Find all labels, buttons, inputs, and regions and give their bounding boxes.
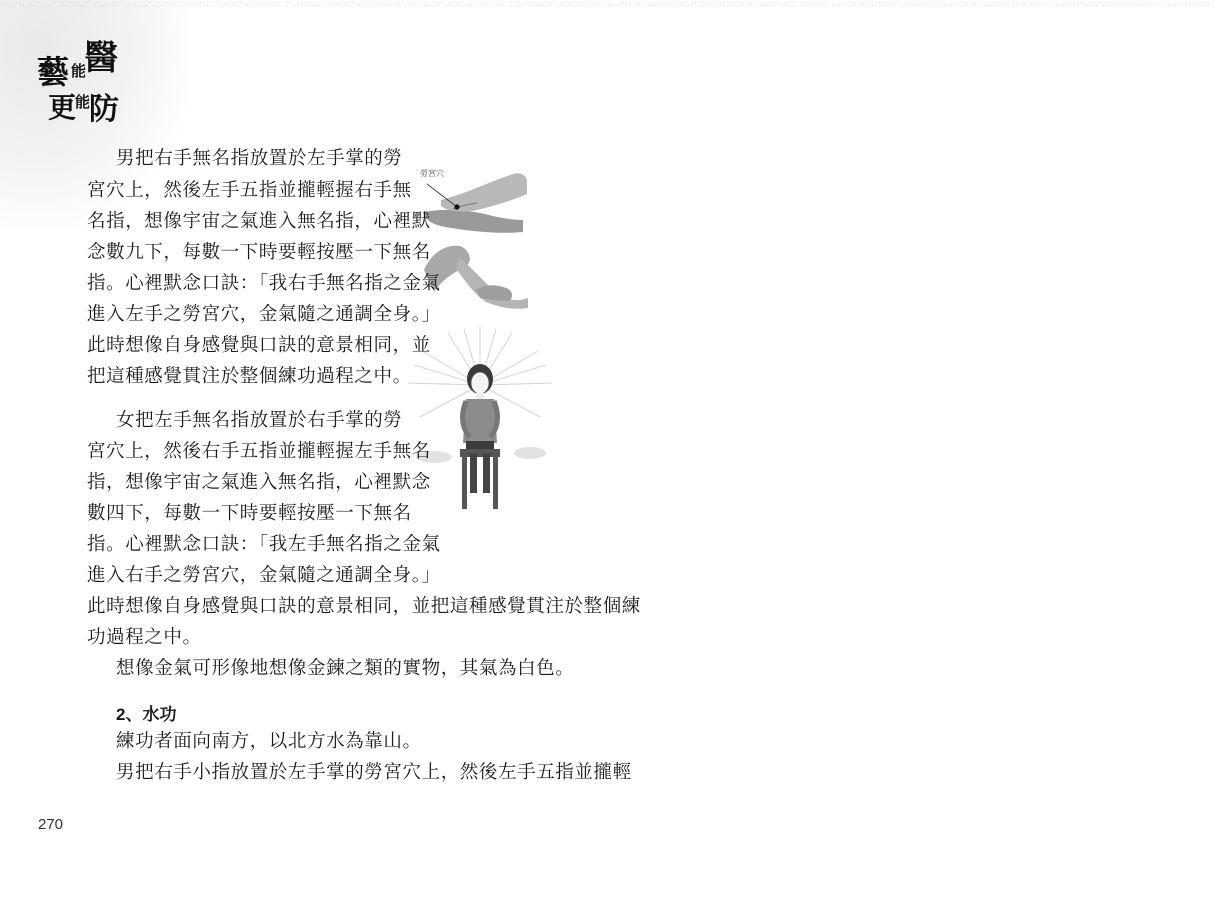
page-number: 270 (38, 816, 64, 833)
text-line: 進入右手之勞宮穴，金氣隨之通調全身。」 (87, 565, 441, 586)
text-line: 男把右手無名指放置於左手掌的勞 (116, 148, 403, 169)
paragraph-3: 想像金氣可形像地想像金鍊之類的實物，其氣為白色。 (116, 658, 575, 679)
acupoint-label: 勞宮穴 (420, 169, 444, 178)
text-line: 進入左手之勞宮穴，金氣隨之通調全身。」 (87, 304, 441, 325)
corner-text-texture: ::.:'::.::'.:.::.::'::.:'.::.:.::'::.:.::'.:.::'::.:.::'::.:'::.::'.:.::.::'::.:'.::.:.::'::.:.::'.:.::'::.:.::'::.:'::.::'.:.::.::'::.:'.::.:.::'::.:.::'.:.::'::.:.::'::.:'::.::'.:.::.::'::.:'.::.:.::'::.:.::'.:.::'::.:.::'::.:'::.::'.:.::.::'::.:'.::.:.::'::.:.::'.:.::'::.:.::'::.:'::.::'.:.::.::'::.:'.::.:.::'::.:.::'.:.::'::.:.::' (0, 1, 1214, 8)
logo-char: 醫 (84, 38, 118, 78)
text-line: 把這種感覺貫注於整個練功過程之中。 (87, 366, 412, 387)
section-text-line: 男把右手小指放置於左手掌的勞宮穴上，然後左手五指並攏輕 (116, 762, 632, 783)
section-heading: 2、水功 (116, 705, 177, 724)
text-line: 數四下，每數一下時要輕按壓一下無名 (87, 503, 412, 524)
logo-char: 能 (75, 93, 91, 111)
text-line: 宮穴上，然後左手五指並攏輕握右手無 (87, 180, 412, 201)
logo-char: 藝 (37, 53, 70, 91)
text-line: 指。心裡默念口訣：「我右手無名指之金氣 (87, 273, 441, 294)
text-line: 女把左手無名指放置於右手掌的勞 (116, 410, 403, 431)
text-line: 名指，想像宇宙之氣進入無名指，心裡默 (87, 211, 431, 232)
logo-char: 更 (48, 91, 77, 124)
text-line: 念數九下，每數一下時要輕按壓一下無名 (87, 242, 431, 263)
text-line: 指。心裡默念口訣：「我左手無名指之金氣 (87, 534, 441, 555)
text-line: 宮穴上，然後右手五指並攏輕握左手無名 (87, 441, 431, 462)
text-line: 功過程之中。 (87, 627, 202, 648)
section-text-line: 練功者面向南方，以北方水為靠山。 (116, 731, 422, 752)
logo-char: 防 (89, 92, 119, 127)
text-line: 此時想像自身感覺與口訣的意景相同，並把這種感覺貫注於整個練 (87, 596, 641, 617)
text-line: 指，想像宇宙之氣進入無名指，心裡默念 (87, 472, 431, 493)
text-line: 此時想像自身感覺與口訣的意景相同，並 (87, 335, 431, 356)
logo-char: 能 (71, 62, 87, 80)
